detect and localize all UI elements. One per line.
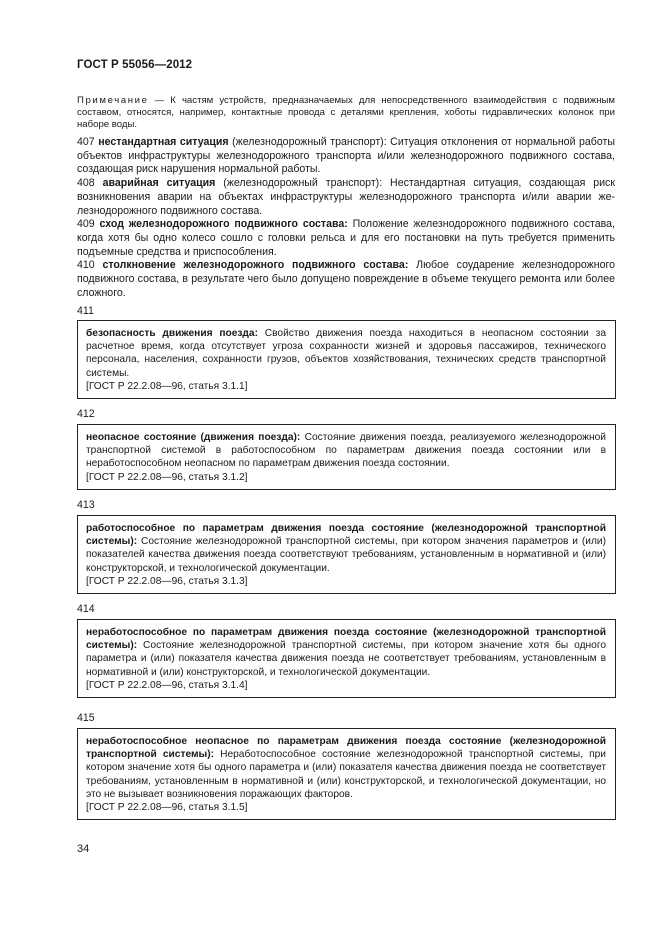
term-entry [77,177,615,218]
boxed-term-number: 411 [77,305,94,317]
term-title: сход железнодорожного подвижного состава: [99,218,348,231]
term-list [77,136,615,300]
term-title: столкновение железнодорожного подвижного состава: [102,259,409,272]
boxed-term-reference: [ГОСТ Р 22.2.08—96, статья 3.1.1] [86,380,248,392]
term-definition: Любое соударение железнодорожного подвижного состава, в результате чего было допущено повреждение в объеме текущего ремонта или более сложного. [77,259,615,299]
boxed-term [77,515,616,594]
note-text: — К частям устройств, предназначаемых для непосредственного взаимодействия с подвижным составом, относятся, например, контактные провода с деталями крепления, хоботы гидравлических колонок при наборе воды. [77,95,615,130]
boxed-term-number: 413 [77,499,95,511]
term-entry [77,218,615,259]
boxed-term-number: 414 [77,603,95,615]
note-paragraph [77,95,615,131]
boxed-term-definition: Свойство движения поезда находиться в неопасном состоянии за расчетное время, когда отсутствует угроза сохранности жизней и здоровья пассажиров, технического персонала, населения, сохранности грузов, объектов хозяйствования, технических средств транспортной системы. [86,328,606,379]
boxed-term-reference: [ГОСТ Р 22.2.08—96, статья 3.1.5] [86,802,248,814]
boxed-term-definition: Состояние железнодорожной транспортной системы, при котором значения параметров и (или) показателей качества движения поезда соответствуют требованиям, установленным в нормативной и (или) конструкторской, и технологической документации. [86,536,606,574]
term-number: 410 [77,259,95,272]
boxed-term [77,424,616,490]
boxed-term-reference: [ГОСТ Р 22.2.08—96, статья 3.1.4] [86,679,248,691]
term-number: 409 [77,218,95,231]
term-entry [77,136,615,177]
boxed-term-title: неработоспособное по параметрам движения поезда состояние (железнодорожной транспортной системы): [86,627,606,652]
boxed-term-reference: [ГОСТ Р 22.2.08—96, статья 3.1.2] [86,471,248,483]
document-header: ГОСТ Р 55056—2012 [77,59,193,71]
boxed-term-definition: Состояние железнодорожной транспортной системы, при котором значение хотя бы одного параметра и (или) показателя качества движения поезда не соответствует требованиям, установленным в нормативной и (или) конструкторской, и технологической документации. [86,640,606,678]
boxed-term [77,619,616,698]
term-definition: Положение железнодорожного подвижного состава, когда хотя бы одно колесо сошло с головки рельса и для его постановки на путь требуется применить подъемные средства и приспособления. [77,218,615,258]
term-title: нестандартная ситуация [98,136,229,148]
term-number: 408 [77,177,95,190]
boxed-term-title: неработоспособное неопасное по параметрам движения поезда состояние (железнодорожной транспортной системы): [86,736,606,761]
boxed-term-title: работоспособное по параметрам движения поезда состояние (железнодорожной транспортной системы): [86,523,606,548]
note-label: Примечание [77,95,149,106]
boxed-term-title: неопасное состояние (движения поезда): [86,432,301,443]
term-definition: (железнодорожный транспорт): Нестандартная ситуация, создающая риск возникновения аварии на объектах инфраструктуры железнодорожного транспорта и/или аварии железнодорожного подвижного состава. [77,177,615,217]
term-number: 407 [77,136,95,148]
boxed-term-reference: [ГОСТ Р 22.2.08—96, статья 3.1.3] [86,575,248,587]
term-entry [77,259,615,300]
page-number: 34 [77,843,90,855]
boxed-term [77,320,616,399]
term-title: аварийная ситуация [102,177,216,190]
boxed-term-number: 412 [77,408,95,420]
boxed-term-definition: Неработоспособное состояние железнодорожной транспортной системы, при котором значение хотя бы одного параметра и (или) показателя качества движения поезда не соответствует требованиям, установленным в нормативной и (или) конструкторской, и технологической документации, но это не вызывает возникновения поражающих факторов. [86,749,606,800]
term-definition: (железнодорожный транспорт): Ситуация отклонения от нормальной работы объектов инфраструктуры железнодорожного транспорта и/или железнодорожного подвижного состава, создающая риск нарушения нормальной работы. [77,136,615,176]
boxed-term [77,728,616,820]
boxed-term-title: безопасность движения поезда: [86,328,258,339]
boxed-term-number: 415 [77,712,95,724]
boxed-term-definition: Состояние движения поезда, реализуемого железнодорожной транспортной системой в работоспособном по параметрам движения поезда состоянии или в неработоспособном неопасном по параметрам движения поезда состоянии. [86,432,606,470]
